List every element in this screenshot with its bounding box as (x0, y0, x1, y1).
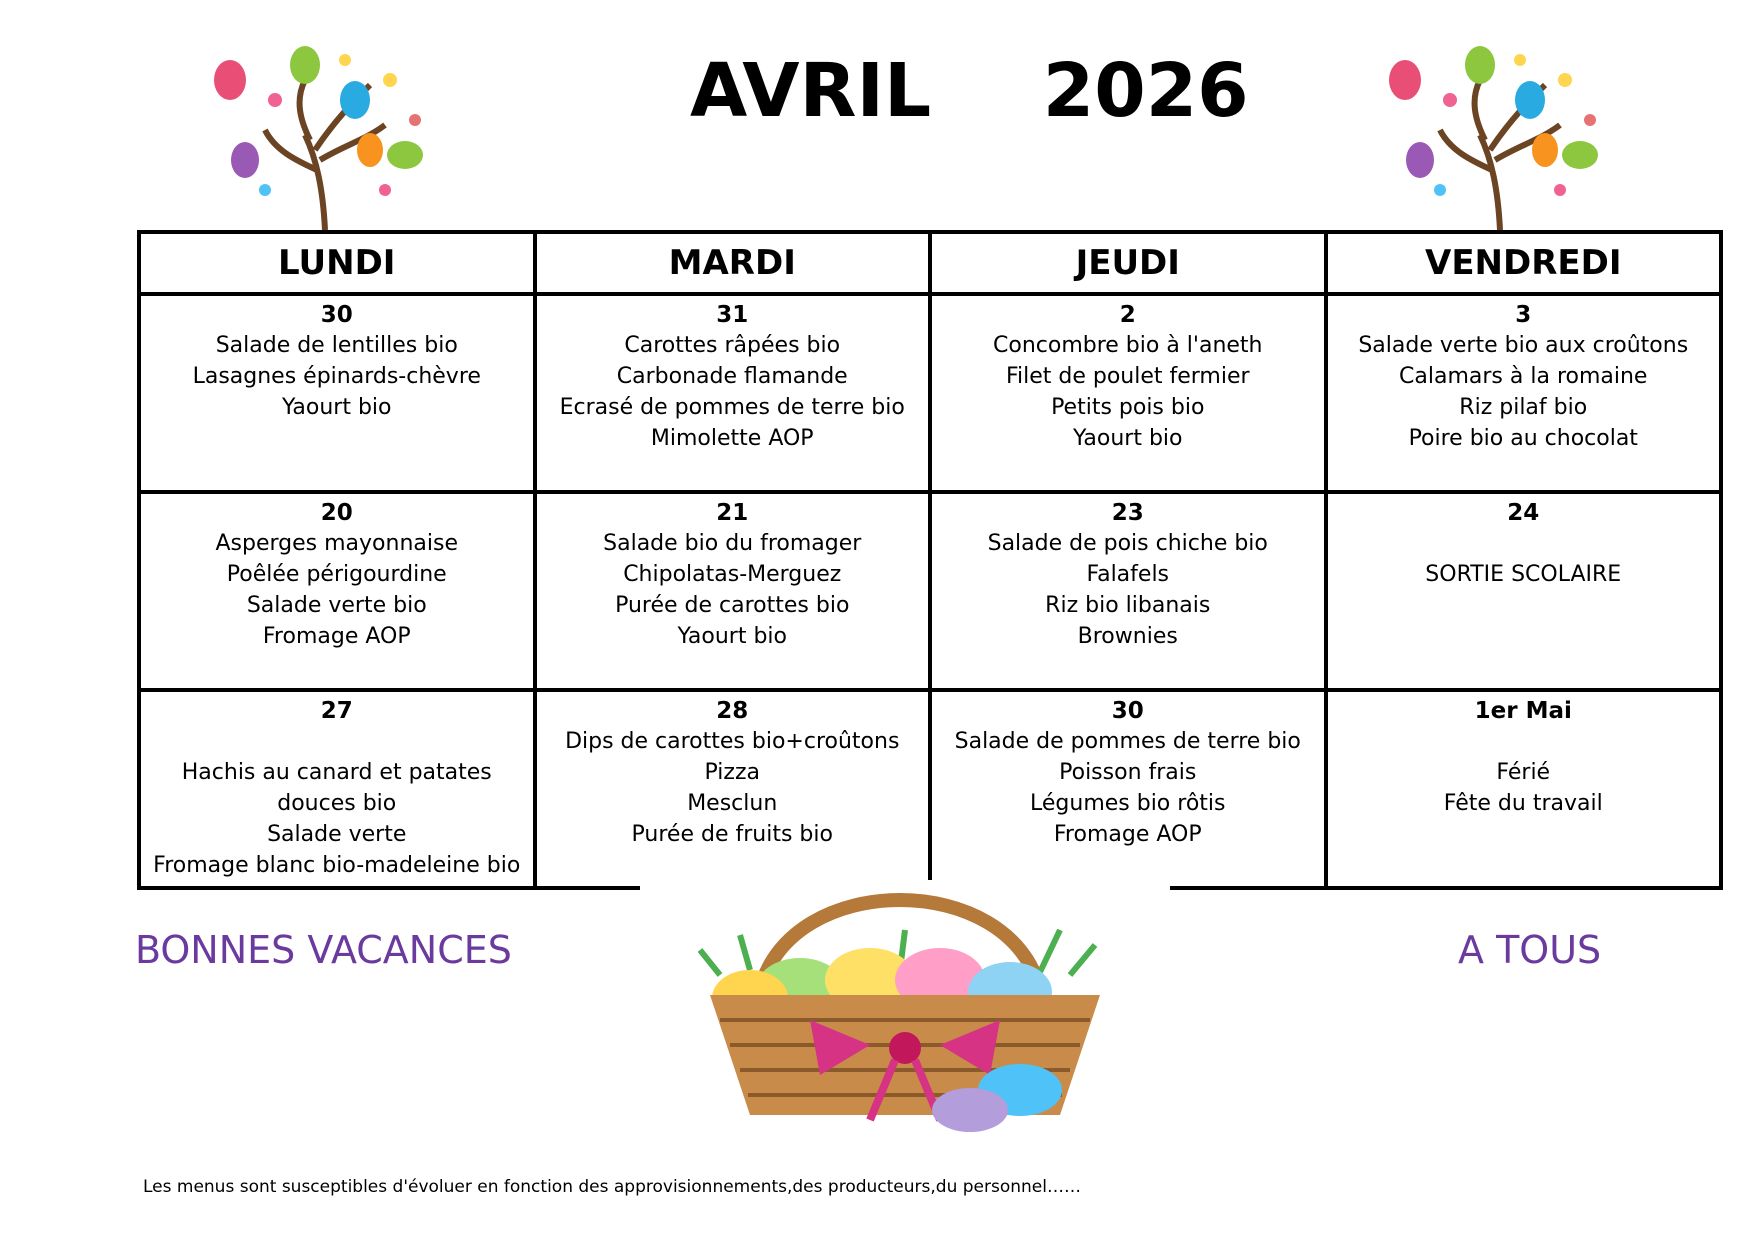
dish-item: Mimolette AOP (650, 426, 814, 451)
dish-item (1328, 528, 1720, 559)
dish-item: Yaourt bio (1073, 426, 1183, 451)
dish-item: Asperges mayonnaise (215, 531, 458, 556)
day-cell (535, 690, 931, 888)
day-header-friday: VENDREDI (1326, 232, 1722, 294)
dish-item: Légumes bio rôtis (1030, 791, 1226, 816)
day-number: 28 (716, 698, 749, 724)
dish-item: Calamars à la romaine (1399, 364, 1648, 389)
dish-item: Carottes râpées bio (624, 333, 841, 358)
dish-item: Petits pois bio (1051, 395, 1205, 420)
easter-tree-right-icon (1380, 40, 1620, 230)
week-row (139, 492, 1721, 690)
dish-item: Poêlée périgourdine (226, 562, 447, 587)
dish-item: SORTIE SCOLAIRE (1425, 562, 1622, 587)
menu-table (137, 230, 1723, 890)
dish-item: Salade verte (267, 822, 407, 847)
dish-item: Carbonade flamande (616, 364, 848, 389)
day-cell (1326, 492, 1722, 690)
day-number: 1er Mai (1474, 698, 1572, 724)
day-number: 3 (1515, 302, 1532, 328)
day-cell (139, 492, 535, 690)
dish-item: Riz pilaf bio (1459, 395, 1588, 420)
dish-item: Purée de carottes bio (615, 593, 850, 618)
day-number: 30 (1111, 698, 1144, 724)
day-number: 24 (1507, 500, 1540, 526)
dish-item: Chipolatas-Merguez (623, 562, 842, 587)
day-number: 2 (1119, 302, 1136, 328)
dish-item: Falafels (1086, 562, 1170, 587)
dish-item (1328, 726, 1720, 757)
menu-body (139, 294, 1721, 888)
dish-item: Fromage AOP (262, 624, 411, 649)
disclaimer-note: Les menus sont susceptibles d'évoluer en fonction des approvisionnements,des producteurs,du personnel…… (143, 1177, 1081, 1197)
dish-item: Salade verte bio (246, 593, 427, 618)
dish-item (141, 726, 533, 757)
dish-item: Lasagnes épinards-chèvre (192, 364, 481, 389)
dish-item: Brownies (1077, 624, 1178, 649)
dish-item: Fromage AOP (1053, 822, 1202, 847)
day-number: 31 (716, 302, 749, 328)
week-row (139, 294, 1721, 492)
day-number: 27 (320, 698, 353, 724)
header-row (139, 232, 1721, 294)
dish-item: Yaourt bio (677, 624, 787, 649)
dish-item: Hachis au canard et patates (181, 760, 492, 785)
day-cell (139, 294, 535, 492)
dish-item: Riz bio libanais (1045, 593, 1211, 618)
dish-item: Salade de pois chiche bio (987, 531, 1268, 556)
dish-item: Salade de pommes de terre bio (954, 729, 1301, 754)
dish-item: Fête du travail (1443, 791, 1603, 816)
dish-item: Férié (1496, 760, 1551, 785)
dish-item: douces bio (277, 791, 397, 816)
dish-item: Concombre bio à l'aneth (993, 333, 1263, 358)
day-header-thursday: JEUDI (930, 232, 1326, 294)
dish-item: Salade de lentilles bio (215, 333, 458, 358)
day-cell (1326, 690, 1722, 888)
dish-item: Salade bio du fromager (603, 531, 862, 556)
dish-item: Poire bio au chocolat (1408, 426, 1638, 451)
dish-item: Filet de poulet fermier (1005, 364, 1250, 389)
day-number: 20 (320, 500, 353, 526)
day-header-monday: LUNDI (139, 232, 535, 294)
dish-item: Purée de fruits bio (631, 822, 833, 847)
page-title: AVRIL 2026 (690, 48, 1249, 134)
day-cell (535, 492, 931, 690)
day-cell (930, 294, 1326, 492)
day-header-tuesday: MARDI (535, 232, 931, 294)
dish-item: Yaourt bio (282, 395, 392, 420)
day-cell (1326, 294, 1722, 492)
week-row (139, 690, 1721, 888)
day-number: 21 (716, 500, 749, 526)
day-number: 23 (1111, 500, 1144, 526)
dish-item: Salade verte bio aux croûtons (1358, 333, 1689, 358)
day-cell (930, 690, 1326, 888)
vacation-message-left: BONNES VACANCES (135, 928, 512, 972)
dish-item: Ecrasé de pommes de terre bio (559, 395, 905, 420)
easter-basket-icon (640, 880, 1170, 1150)
dish-item: Fromage blanc bio-madeleine bio (153, 853, 521, 878)
dish-item: Poisson frais (1059, 760, 1197, 785)
day-cell (535, 294, 931, 492)
easter-tree-left-icon (205, 40, 445, 230)
vacation-message-right: A TOUS (1458, 928, 1602, 972)
day-cell (139, 690, 535, 888)
dish-item: Mesclun (687, 791, 778, 816)
day-number: 30 (320, 302, 353, 328)
dish-item: Dips de carottes bio+croûtons (565, 729, 900, 754)
day-cell (930, 492, 1326, 690)
dish-item: Pizza (704, 760, 760, 785)
